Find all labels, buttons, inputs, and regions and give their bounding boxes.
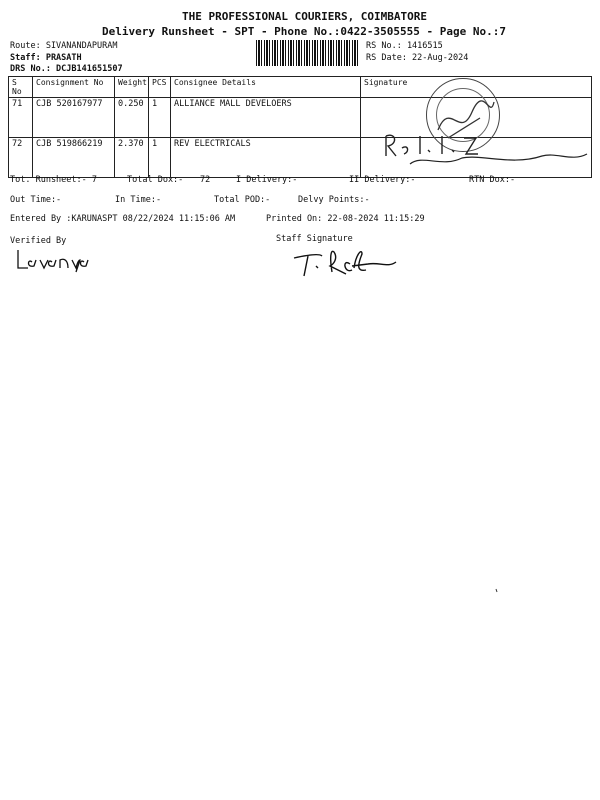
runsheet-title: Delivery Runsheet - SPT - Phone No.:0422-3505555 - Page No.:7 xyxy=(102,25,506,38)
col-header-signature: Signature xyxy=(361,77,592,98)
staff-signature-label: Staff Signature xyxy=(276,234,353,244)
total-dox-label: Total Dox:- xyxy=(127,175,184,185)
cell-consignee: REV ELECTRICALS xyxy=(171,138,361,178)
verified-by-signature xyxy=(14,246,94,274)
total-dox-value: 72 xyxy=(200,175,211,185)
entered-by: Entered By :KARUNASPT 08/22/2024 11:15:06 AM xyxy=(10,214,236,224)
staff-label: Staff: PRASATH xyxy=(10,53,82,63)
route-label: Route: SIVANANDAPURAM xyxy=(10,41,118,51)
row72-handwritten-signature xyxy=(382,128,592,168)
cell-pcs: 1 xyxy=(149,98,171,138)
cell-pcs: 1 xyxy=(149,138,171,178)
stray-mark xyxy=(494,588,500,594)
rs-date: RS Date: 22-Aug-2024 xyxy=(366,53,469,63)
tot-runsheet: Tot. Runsheet:- 7 xyxy=(10,175,97,185)
barcode-image xyxy=(256,40,360,66)
delvy-points: Delvy Points:- xyxy=(298,195,370,205)
cell-consignment: CJB 520167977 xyxy=(33,98,115,138)
col-header-sno: S No xyxy=(9,77,33,98)
cell-sno: 72 xyxy=(9,138,33,178)
printed-on: Printed On: 22-08-2024 11:15:29 xyxy=(266,214,425,224)
cell-weight: 0.250 xyxy=(115,98,149,138)
rs-number: RS No.: 1416515 xyxy=(366,41,443,51)
cell-consignment: CJB 519866219 xyxy=(33,138,115,178)
cell-sno: 71 xyxy=(9,98,33,138)
staff-signature xyxy=(292,244,402,280)
col-header-pcs: PCS xyxy=(149,77,171,98)
total-pod: Total POD:- xyxy=(214,195,271,205)
col-header-consignee: Consignee Details xyxy=(171,77,361,98)
cell-weight: 2.370 xyxy=(115,138,149,178)
i-delivery: I Delivery:- xyxy=(236,175,298,185)
drs-number: DRS No.: DCJB141651507 xyxy=(10,64,123,74)
in-time: In Time:- xyxy=(115,195,162,205)
company-title: THE PROFESSIONAL COURIERS, COIMBATORE xyxy=(182,10,428,23)
col-header-weight: Weight xyxy=(115,77,149,98)
rtn-dox: RTN Dox:- xyxy=(469,175,516,185)
ii-delivery: II Delivery:- xyxy=(349,175,416,185)
verified-by-label: Verified By xyxy=(10,236,67,246)
col-header-consignment: Consignment No xyxy=(33,77,115,98)
out-time: Out Time:- xyxy=(10,195,62,205)
table-header-row xyxy=(9,77,592,98)
cell-consignee: ALLIANCE MALL DEVELOERS xyxy=(171,98,361,138)
